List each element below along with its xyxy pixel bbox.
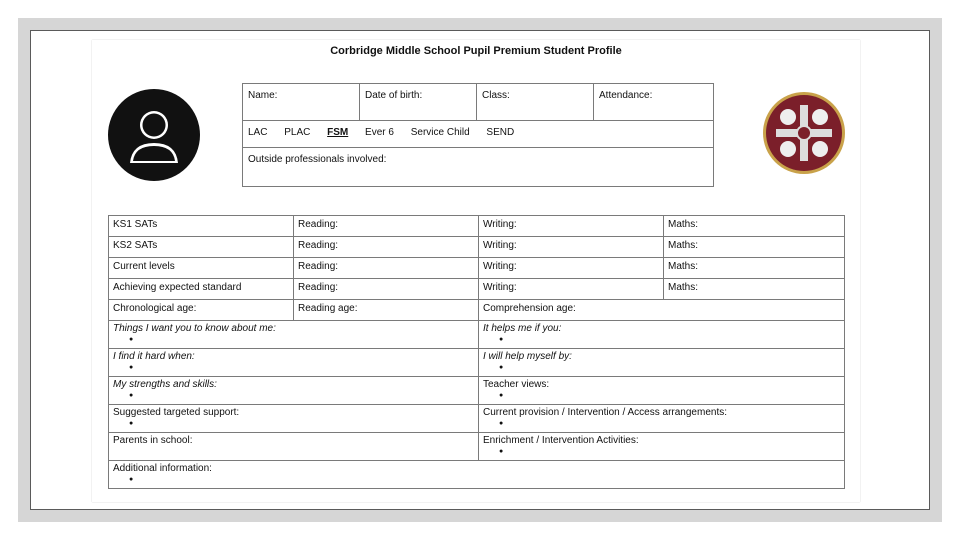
outside-professionals-field[interactable]: Outside professionals involved: — [243, 148, 714, 187]
enrichment-field[interactable] — [479, 433, 845, 461]
know-about-me-label: Things I want you to know about me: — [113, 323, 276, 334]
school-crest-icon — [762, 91, 846, 175]
current-writing[interactable]: Writing: — [479, 258, 664, 279]
chronological-age-field[interactable]: Chronological age: — [109, 300, 294, 321]
targeted-support-field[interactable] — [109, 405, 479, 433]
ks2-maths[interactable]: Maths: — [664, 237, 845, 258]
bullet — [129, 418, 474, 429]
targeted-support-label: Suggested targeted support: — [113, 407, 240, 418]
status-lac[interactable]: LAC — [248, 127, 268, 138]
find-hard-field[interactable] — [109, 349, 479, 377]
reading-age-field[interactable]: Reading age: — [294, 300, 479, 321]
bullet — [129, 362, 474, 373]
dob-field[interactable]: Date of birth: — [360, 84, 477, 121]
ks1-label: KS1 SATs — [109, 216, 294, 237]
comprehension-age-field[interactable]: Comprehension age: — [479, 300, 845, 321]
pupil-details-table — [242, 83, 714, 187]
bullet — [129, 390, 474, 401]
current-provision-label: Current provision / Intervention / Access arrangements: — [483, 407, 728, 418]
expected-maths[interactable]: Maths: — [664, 279, 845, 300]
current-levels-label: Current levels — [109, 258, 294, 279]
bullet — [499, 362, 840, 373]
expected-standard-label: Achieving expected standard — [109, 279, 294, 300]
helps-me-label: It helps me if you: — [483, 323, 562, 334]
status-row — [243, 121, 714, 148]
expected-writing[interactable]: Writing: — [479, 279, 664, 300]
status-service-child[interactable]: Service Child — [410, 127, 470, 138]
status-fsm[interactable]: FSM — [327, 127, 349, 138]
bullet — [129, 474, 840, 485]
status-send[interactable]: SEND — [486, 127, 515, 138]
current-maths[interactable]: Maths: — [664, 258, 845, 279]
bullet — [499, 390, 840, 401]
ks2-writing[interactable]: Writing: — [479, 237, 664, 258]
parents-label: Parents in school: — [113, 435, 193, 446]
teacher-views-label: Teacher views: — [483, 379, 550, 390]
attendance-field[interactable]: Attendance: — [594, 84, 714, 121]
status-ever6[interactable]: Ever 6 — [365, 127, 394, 138]
class-field[interactable]: Class: — [477, 84, 594, 121]
bullet — [129, 334, 474, 345]
bullet — [499, 446, 840, 457]
bullet — [499, 334, 840, 345]
find-hard-label: I find it hard when: — [113, 351, 195, 362]
attainment-table — [108, 215, 845, 489]
additional-info-field[interactable] — [109, 461, 845, 489]
parents-field[interactable] — [109, 433, 479, 461]
know-about-me-field[interactable] — [109, 321, 479, 349]
bullet — [499, 418, 840, 429]
enrichment-label: Enrichment / Intervention Activities: — [483, 435, 639, 446]
helps-me-field[interactable] — [479, 321, 845, 349]
ks1-maths[interactable]: Maths: — [664, 216, 845, 237]
status-plac[interactable]: PLAC — [284, 127, 311, 138]
strengths-field[interactable] — [109, 377, 479, 405]
ks1-writing[interactable]: Writing: — [479, 216, 664, 237]
strengths-label: My strengths and skills: — [113, 379, 217, 390]
page-title: Corbridge Middle School Pupil Premium Student Profile — [330, 45, 622, 57]
student-profile-document — [92, 40, 860, 502]
ks2-reading[interactable]: Reading: — [294, 237, 479, 258]
expected-reading[interactable]: Reading: — [294, 279, 479, 300]
current-reading[interactable]: Reading: — [294, 258, 479, 279]
name-field[interactable]: Name: — [243, 84, 360, 121]
help-myself-field[interactable] — [479, 349, 845, 377]
student-avatar-icon — [108, 89, 200, 181]
additional-info-label: Additional information: — [113, 463, 212, 474]
current-provision-field[interactable] — [479, 405, 845, 433]
ks1-reading[interactable]: Reading: — [294, 216, 479, 237]
help-myself-label: I will help myself by: — [483, 351, 572, 362]
ks2-label: KS2 SATs — [109, 237, 294, 258]
teacher-views-field[interactable] — [479, 377, 845, 405]
